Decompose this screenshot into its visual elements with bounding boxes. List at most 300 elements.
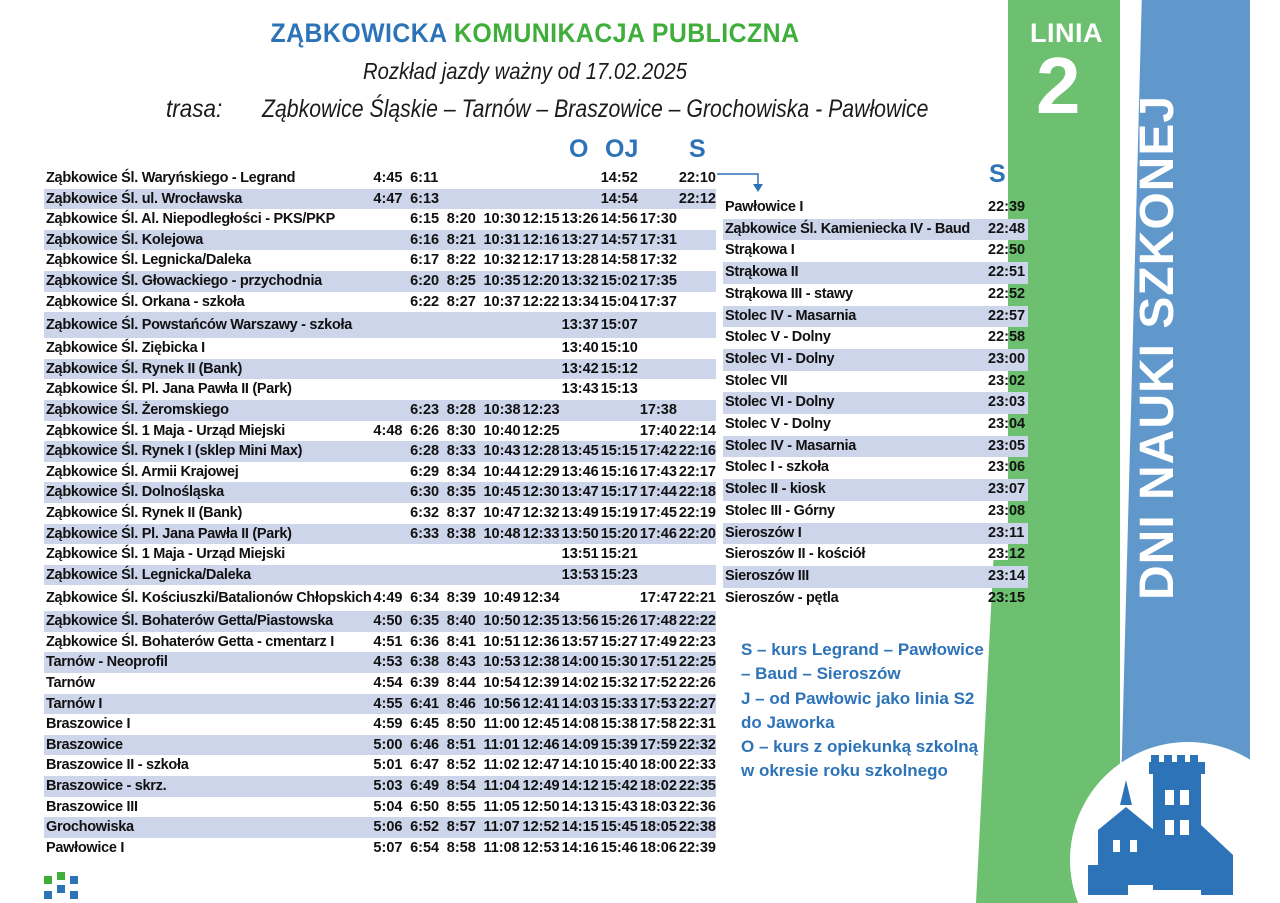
- departure-time: [371, 271, 408, 292]
- departure-time: [677, 400, 716, 421]
- table-row: [723, 240, 1028, 262]
- departure-time: 8:55: [446, 798, 476, 815]
- stop-name: Ząbkowice Śl. Pl. Jana Pawła II (Park): [46, 381, 292, 398]
- stop-name: Ząbkowice Śl. Bohaterów Getta/Piastowska: [44, 611, 371, 632]
- departure-time: 8:25: [445, 271, 482, 292]
- departure-time: [677, 379, 716, 400]
- table-row: [44, 271, 716, 292]
- departure-time: 8:27: [446, 293, 476, 310]
- stop-name: Tarnów - Neoprofil: [44, 652, 371, 673]
- departure-time: [521, 544, 560, 565]
- departure-time: 17:58: [639, 716, 677, 733]
- table-row: [723, 414, 1028, 436]
- departure-time: 10:31: [481, 230, 520, 251]
- table-row: [723, 371, 1028, 393]
- stop-name: Ząbkowice Śl. Kolejowa: [44, 230, 371, 251]
- departure-time: 17:51: [638, 652, 677, 673]
- departure-time: [638, 544, 677, 565]
- departure-time: 6:36: [410, 633, 440, 650]
- departure-time: 15:17: [599, 482, 638, 503]
- departure-time: [408, 338, 445, 359]
- stop-name: Strąkowa III - stawy: [725, 285, 853, 302]
- departure-time: 22:58: [988, 329, 1026, 346]
- departure-time: 11:01: [481, 735, 520, 756]
- stop-name: Braszowice II - szkoła: [46, 757, 189, 774]
- stop-name: Grochowiska: [44, 817, 371, 838]
- departure-time: 12:53: [522, 839, 560, 856]
- departure-time: 5:03: [371, 776, 408, 797]
- departure-time: 22:14: [678, 422, 716, 439]
- departure-time: 14:16: [561, 839, 599, 856]
- departure-time: [408, 359, 445, 380]
- departure-time: 17:44: [638, 482, 677, 503]
- table-row: [44, 524, 716, 545]
- departure-time: 10:37: [483, 293, 521, 310]
- departure-time: 5:06: [371, 817, 408, 838]
- departure-time: 15:15: [599, 441, 638, 462]
- departure-time: 14:12: [560, 776, 599, 797]
- stop-name: Ząbkowice Śl. Rynek II (Bank): [44, 359, 371, 380]
- departure-time: 18:00: [639, 757, 677, 774]
- departure-time: 15:16: [600, 463, 638, 480]
- departure-time: 12:28: [521, 441, 560, 462]
- departure-time: 17:52: [639, 675, 677, 692]
- departure-time: 22:19: [678, 504, 716, 521]
- departure-time: 17:32: [639, 252, 677, 269]
- departure-time: 13:56: [560, 611, 599, 632]
- departure-time: 22:38: [677, 817, 716, 838]
- departure-time: 23:02: [988, 372, 1026, 389]
- departure-time: [445, 379, 482, 400]
- departure-time: 10:30: [483, 211, 521, 228]
- table-row: [44, 817, 716, 838]
- table-row: [44, 673, 716, 694]
- departure-time: 17:59: [638, 735, 677, 756]
- departure-time: 13:46: [561, 463, 599, 480]
- departure-time: [677, 312, 716, 338]
- departure-time: 12:45: [522, 716, 560, 733]
- departure-time: [408, 379, 445, 400]
- departure-time: 11:04: [481, 776, 520, 797]
- departure-time: 6:46: [408, 735, 445, 756]
- departure-time: [371, 400, 408, 421]
- departure-time: [371, 359, 408, 380]
- departure-time: 12:25: [522, 422, 560, 439]
- stop-name: Stolec II - kiosk: [723, 479, 986, 501]
- departure-time: 13:34: [561, 293, 599, 310]
- departure-time: 15:12: [599, 359, 638, 380]
- departure-time: 18:02: [638, 776, 677, 797]
- departure-time: 10:38: [481, 400, 520, 421]
- departure-time: 15:23: [599, 565, 638, 586]
- valid-from: Rozkład jazdy ważny od 17.02.2025: [362, 58, 688, 84]
- departure-time: 17:53: [638, 694, 677, 715]
- departure-time: 12:33: [521, 524, 560, 545]
- departure-time: 6:23: [408, 400, 445, 421]
- brand-mark-icon: [44, 872, 78, 903]
- departure-time: 13:27: [560, 230, 599, 251]
- departure-time: 22:33: [678, 757, 716, 774]
- departure-time: 10:56: [481, 694, 520, 715]
- table-row: [44, 838, 716, 859]
- departure-time: 6:20: [408, 271, 445, 292]
- departure-time: 12:35: [521, 611, 560, 632]
- departure-time: 12:22: [522, 293, 560, 310]
- departure-time: 12:47: [522, 757, 560, 774]
- departure-time: 13:49: [561, 504, 599, 521]
- departure-time: 12:30: [521, 482, 560, 503]
- stop-name: Stolec VII: [725, 372, 788, 389]
- departure-time: 4:48: [373, 422, 403, 439]
- departure-time: 22:50: [988, 242, 1026, 259]
- departure-time: 12:34: [522, 589, 560, 606]
- stop-name: Braszowice I: [46, 716, 131, 733]
- departure-time: 15:26: [599, 611, 638, 632]
- stop-name: Ząbkowice Śl. Pl. Jana Pawła II (Park): [44, 524, 371, 545]
- departure-time: 6:39: [410, 675, 440, 692]
- departure-time: [677, 292, 716, 313]
- departure-time: 6:52: [408, 817, 445, 838]
- departure-time: 8:58: [446, 839, 476, 856]
- departure-time: 10:35: [481, 271, 520, 292]
- table-row: [44, 694, 716, 715]
- departure-time: 15:42: [599, 776, 638, 797]
- departure-time: 14:08: [561, 716, 599, 733]
- departure-time: 22:12: [677, 189, 716, 210]
- departure-time: 17:40: [639, 422, 677, 439]
- departure-time: 22:27: [677, 694, 716, 715]
- departure-time: 23:06: [988, 459, 1026, 476]
- departure-time: 8:33: [445, 441, 482, 462]
- course-code-s-right: S: [989, 160, 1006, 188]
- departure-time: 8:34: [446, 463, 476, 480]
- departure-time: 11:05: [483, 798, 520, 815]
- departure-time: 8:54: [445, 776, 482, 797]
- departure-time: [599, 400, 638, 421]
- departure-time: [481, 312, 520, 338]
- departure-time: 8:57: [445, 817, 482, 838]
- departure-time: [481, 338, 520, 359]
- departure-time: [371, 565, 408, 586]
- departure-time: [560, 421, 599, 442]
- departure-time: 6:28: [408, 441, 445, 462]
- departure-time: 22:21: [678, 589, 716, 606]
- departure-time: 6:33: [408, 524, 445, 545]
- stop-name: Braszowice III: [46, 798, 138, 815]
- departure-time: 15:10: [600, 340, 638, 357]
- departure-time: 14:09: [560, 735, 599, 756]
- line-number: 2: [1036, 41, 1081, 130]
- departure-time: 10:47: [483, 504, 521, 521]
- table-row: [44, 189, 716, 210]
- departure-time: 14:10: [561, 757, 599, 774]
- table-row: [723, 262, 1028, 284]
- table-row: [723, 479, 1028, 501]
- departure-time: 10:43: [481, 441, 520, 462]
- table-row: [723, 566, 1028, 588]
- page-title: [43, 18, 1027, 49]
- departure-time: 4:47: [371, 189, 408, 210]
- departure-time: [481, 379, 520, 400]
- table-row: [723, 349, 1028, 371]
- departure-time: [371, 379, 408, 400]
- departure-time: [638, 312, 677, 338]
- departure-time: 22:10: [678, 170, 716, 186]
- departure-time: 10:45: [481, 482, 520, 503]
- departure-time: 8:50: [446, 716, 476, 733]
- departure-time: 6:49: [408, 776, 445, 797]
- departure-time: 23:08: [988, 502, 1026, 519]
- departure-time: 17:30: [639, 211, 677, 228]
- table-row: [44, 462, 716, 483]
- departure-time: 8:44: [446, 675, 476, 692]
- departure-time: 12:41: [521, 694, 560, 715]
- departure-time: [481, 168, 520, 189]
- departure-time: [638, 379, 677, 400]
- departure-time: [521, 168, 560, 189]
- table-row: [44, 209, 716, 230]
- stop-name: Pawłowice I: [46, 839, 125, 856]
- departure-time: [638, 565, 677, 586]
- departure-time: [445, 168, 482, 189]
- legend-line: J – od Pawłowic jako linia S2: [741, 688, 975, 708]
- stop-name: Ząbkowice Śl. 1 Maja - Urząd Miejski: [46, 546, 286, 563]
- line-label: LINIA: [1030, 18, 1103, 48]
- departure-time: 23:11: [986, 523, 1028, 545]
- departure-time: 13:40: [561, 340, 599, 357]
- departure-time: 22:23: [678, 633, 716, 650]
- departure-time: 13:53: [560, 565, 599, 586]
- departure-time: 8:20: [446, 211, 476, 228]
- stop-name: Ząbkowice Śl. Legnicka/Daleka: [46, 252, 251, 269]
- table-row: [44, 797, 716, 818]
- stop-name: Stolec V - Dolny: [725, 329, 831, 346]
- departure-time: 6:26: [410, 422, 440, 439]
- course-code-oj: OJ: [605, 135, 639, 163]
- departure-time: 12:17: [522, 252, 560, 269]
- departure-time: 23:15: [988, 589, 1026, 606]
- departure-time: 14:03: [560, 694, 599, 715]
- departure-time: 6:38: [408, 652, 445, 673]
- stop-name: Ząbkowice Śl. Rynek II (Bank): [46, 504, 242, 521]
- table-row: [44, 359, 716, 380]
- title-part-1: ZĄBKOWICKA: [270, 18, 447, 48]
- departure-time: [371, 482, 408, 503]
- departure-time: 22:39: [678, 839, 716, 856]
- course-code-o: O: [569, 135, 589, 163]
- stop-name: Braszowice: [44, 735, 371, 756]
- table-row: [44, 168, 716, 189]
- table-row: [723, 501, 1028, 523]
- stop-name: Stolec I - szkoła: [725, 459, 829, 476]
- departure-time: 17:31: [638, 230, 677, 251]
- stop-name: Ząbkowice Śl. Legnicka/Daleka: [44, 565, 371, 586]
- departure-time: 18:03: [639, 798, 677, 815]
- departure-time: 22:25: [677, 652, 716, 673]
- departure-time: [521, 359, 560, 380]
- departure-time: 15:30: [599, 652, 638, 673]
- table-row: [723, 392, 1028, 414]
- departure-time: 6:29: [410, 463, 440, 480]
- departure-time: [521, 379, 560, 400]
- departure-time: [481, 359, 520, 380]
- stop-name: Sieroszów II - kościół: [725, 546, 866, 563]
- departure-time: [445, 565, 482, 586]
- departure-time: [521, 312, 560, 338]
- departure-time: 14:58: [600, 252, 638, 269]
- departure-time: 8:21: [445, 230, 482, 251]
- departure-time: 4:45: [373, 170, 403, 186]
- departure-time: [677, 250, 716, 271]
- departure-time: 18:05: [638, 817, 677, 838]
- legend-line: do Jaworka: [741, 712, 835, 732]
- legend: [741, 638, 991, 784]
- legend-line: – Baud – Sieroszów: [741, 664, 901, 684]
- departure-time: [481, 544, 520, 565]
- table-row: [723, 457, 1028, 479]
- departure-time: 6:30: [408, 482, 445, 503]
- departure-time: 18:06: [639, 839, 677, 856]
- departure-time: [677, 271, 716, 292]
- stop-name: Ząbkowice Śl. Armii Krajowej: [46, 463, 239, 480]
- departure-time: 5:01: [373, 757, 403, 774]
- table-row: [723, 306, 1028, 328]
- departure-time: 4:49: [373, 589, 403, 606]
- table-row: [44, 441, 716, 462]
- departure-time: 8:22: [446, 252, 476, 269]
- departure-time: 6:15: [410, 211, 440, 228]
- table-row: [44, 714, 716, 735]
- table-row: [44, 312, 716, 338]
- departure-time: [408, 544, 445, 565]
- departure-time: 6:17: [410, 252, 440, 269]
- departure-time: 10:32: [483, 252, 521, 269]
- departure-time: 6:54: [410, 839, 440, 856]
- departure-time: 23:05: [986, 436, 1028, 458]
- departure-time: 15:07: [599, 312, 638, 338]
- table-row: [44, 632, 716, 653]
- table-row: [44, 652, 716, 673]
- departure-time: [371, 462, 408, 483]
- departure-time: [445, 312, 482, 338]
- departure-time: 11:08: [483, 839, 520, 856]
- departure-time: [560, 168, 599, 189]
- departure-time: 10:48: [481, 524, 520, 545]
- table-row: [44, 735, 716, 756]
- stop-name: Ząbkowice Śl. Powstańców Warszawy - szkoła: [44, 312, 371, 338]
- departure-time: 6:47: [410, 757, 440, 774]
- departure-time: 22:20: [677, 524, 716, 545]
- departure-time: 15:13: [600, 381, 638, 398]
- departure-time: [677, 359, 716, 380]
- departure-time: 5:00: [371, 735, 408, 756]
- table-row: [723, 327, 1028, 349]
- departure-time: 8:41: [446, 633, 476, 650]
- departure-time: 22:16: [677, 441, 716, 462]
- departure-time: [371, 312, 408, 338]
- departure-time: 12:20: [521, 271, 560, 292]
- departure-time: 10:53: [481, 652, 520, 673]
- departure-time: 15:32: [600, 675, 638, 692]
- departure-time: 15:33: [599, 694, 638, 715]
- table-row: [723, 219, 1028, 241]
- departure-time: 22:48: [986, 219, 1028, 241]
- stop-name: Ząbkowice Śl. Kościuszki/Batalionów Chłopskich: [46, 589, 372, 606]
- departure-time: 12:15: [522, 211, 560, 228]
- legend-line: S – kurs Legrand – Pawłowice: [741, 640, 984, 659]
- departure-time: 13:28: [561, 252, 599, 269]
- departure-time: 22:36: [678, 798, 716, 815]
- legend-line: O – kurs z opiekunką szkolną: [741, 737, 979, 757]
- departure-time: 23:12: [988, 546, 1026, 563]
- departure-time: 8:30: [446, 422, 476, 439]
- departure-time: 4:55: [371, 694, 408, 715]
- departure-time: 22:57: [986, 306, 1028, 328]
- departure-time: 15:38: [600, 716, 638, 733]
- departure-time: [560, 400, 599, 421]
- departure-time: 22:26: [678, 675, 716, 692]
- departure-time: 12:36: [522, 633, 560, 650]
- route-label: trasa:: [166, 95, 223, 123]
- departure-time: [481, 189, 520, 210]
- stop-name: Strąkowa I: [725, 242, 795, 259]
- table-row: [44, 565, 716, 586]
- stop-name: Ząbkowice Śl. Bohaterów Getta - cmentarz I: [46, 633, 334, 650]
- stop-name: Sieroszów III: [723, 566, 986, 588]
- departure-time: 11:07: [481, 817, 520, 838]
- table-row: [44, 503, 716, 524]
- continuation-arrow-icon: [716, 170, 768, 194]
- departure-time: 22:22: [677, 611, 716, 632]
- departure-time: 17:43: [639, 463, 677, 480]
- table-row: [44, 292, 716, 313]
- departure-time: [371, 544, 408, 565]
- departure-time: 8:51: [445, 735, 482, 756]
- departure-time: [445, 359, 482, 380]
- departure-time: 6:50: [410, 798, 440, 815]
- departure-time: [677, 565, 716, 586]
- departure-time: 17:45: [639, 504, 677, 521]
- departure-time: 13:51: [561, 546, 599, 563]
- course-code-s: S: [689, 135, 706, 163]
- departure-time: 12:49: [521, 776, 560, 797]
- departure-time: [371, 338, 408, 359]
- departure-time: 8:46: [445, 694, 482, 715]
- stop-name: Stolec IV - Masarnia: [723, 436, 986, 458]
- departure-time: 22:35: [677, 776, 716, 797]
- departure-time: 23:00: [986, 349, 1028, 371]
- departure-time: [371, 250, 408, 271]
- table-row: [44, 544, 716, 565]
- departure-time: 8:37: [446, 504, 476, 521]
- departure-time: 14:54: [599, 189, 638, 210]
- departure-time: 17:37: [639, 293, 677, 310]
- departure-time: 13:43: [561, 381, 599, 398]
- departure-time: 5:07: [373, 839, 403, 856]
- departure-time: 17:38: [638, 400, 677, 421]
- departure-time: 13:32: [560, 271, 599, 292]
- departure-time: 22:31: [678, 716, 716, 733]
- departure-time: [371, 441, 408, 462]
- stop-name: Stolec VI - Dolny: [723, 349, 986, 371]
- departure-time: 13:42: [560, 359, 599, 380]
- departure-time: 14:57: [599, 230, 638, 251]
- departure-time: 4:51: [373, 633, 403, 650]
- departure-time: 8:43: [445, 652, 482, 673]
- departure-time: 17:48: [638, 611, 677, 632]
- stop-name: Sieroszów I: [723, 523, 986, 545]
- departure-time: [677, 338, 716, 359]
